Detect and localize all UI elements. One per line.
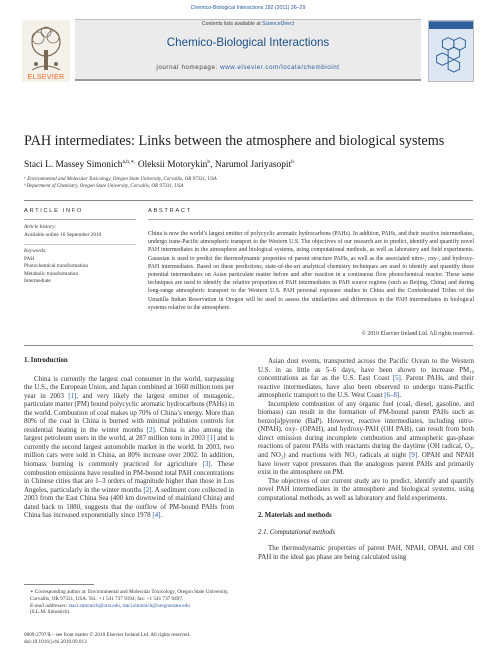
citation-link[interactable]: [1] [207, 434, 216, 443]
divider [24, 219, 136, 220]
paragraph-text: and is currently the second largest automobile market in the world. In 2003, two million cars were sold in China, an 80% increase over 2002. In addition, biomass burning is commonly practiced for agriculture [24, 434, 234, 469]
article-title: PAH intermediates: Links between the atmosphere and biological systems [24, 133, 445, 149]
paragraph-text: . [160, 511, 163, 520]
citation-link[interactable]: [9] [409, 451, 418, 460]
paragraph-text: . These combustion emissions have resulted in PM-bound total PAH concentrations in Chinese cities that are 1–3 orders of magnitude higher than those in Los Angeles, particularly in the winter months [24, 460, 234, 494]
contents-line [75, 21, 421, 27]
citation-link[interactable]: [4] [152, 511, 161, 520]
contents-prefix: Contents lists available at [201, 21, 263, 27]
journal-title: Chemico-Biological Interactions [166, 36, 330, 49]
paragraph-text: . OPAH and NPAH have lower vapor pressures than the analogous parent PAHs and primarily exist in the atmosphere on PM. [258, 451, 474, 477]
divider [24, 244, 136, 245]
article-info-heading: ARTICLE INFO [24, 208, 84, 214]
keyword: PAH [24, 255, 35, 262]
left-column [24, 357, 234, 520]
homepage-prefix: journal homepage: [156, 64, 221, 71]
author-affiliation-marker: b [291, 159, 294, 165]
keyword: Intermediate [24, 278, 51, 285]
citation-link[interactable]: [2] [143, 485, 152, 494]
methods-heading: 2. Materials and methods [258, 512, 332, 520]
email-label: E-mail addresses: [30, 602, 68, 609]
paragraph-text: . A sediment core collected in 2003 from the East China Sea (400 km downwind of mainland China) and dated back to 1880, suggests that the outflow of PM-bound PAHs from China has increased exponentially since 1978 [24, 485, 234, 520]
email-line: E-mail addresses: staci.simonich@orst.edu, staci.simonich@oregonstate.edu [30, 602, 190, 609]
citation-link[interactable]: [2] [146, 425, 155, 434]
homepage-link[interactable]: www.elsevier.com/locate/chembioint [220, 64, 340, 71]
journal-cover-image [428, 20, 474, 82]
paragraph-text: . Parent PAHs, and their reactive intermediates, have also been observed to undergo trans-Pacific atmospheric transport to the U.S. West Coast [258, 374, 474, 400]
paragraph-text: Incomplete combustion of any organic fuel (coal, diesel, gasoline, and biomass) can result in the formation of PM-bound parent PAHs such as benzo[a]pyrene (BaP). However, reactive intermediates, including nitro- (NPAH), oxy- (OPAH), and hydroxy-PAH (OH PAH), can result from both direct emission during incomplete combustion and atmospheric gas-phase reactions of parent PAHs with reactants during the daytime (OH radical, O₃, and NO₂) and reactions with NO₃ radicals at night [258, 399, 474, 460]
citation-link[interactable]: [5] [392, 374, 401, 383]
email-link[interactable]: staci.simonich@orst.edu [68, 602, 120, 609]
paragraph [258, 357, 474, 400]
author-name[interactable]: Staci L. Massey Simonich [24, 160, 123, 171]
paragraph-text: , and very likely the largest emitter of mutagenic, particulate matter (PM) bound polycyclic aromatic hydrocarbons (PAHs) in the world. Combustion of coal makes up 70% of China’s energy. More than 80% of the coal in China is burned with minimal pollution controls for residential heating in the winter months [24, 391, 234, 434]
keywords-block [24, 248, 139, 286]
doi-link[interactable]: doi:10.1016/j.cbi.2010.09.013 [24, 638, 87, 645]
paragraph-text: China is currently the largest coal consumer in the world, surpassing the U.S., the European Union, and Japan combined at 1660 million tons per year in 2003 [24, 374, 235, 400]
copyright-line: © 2010 Elsevier Ireland Ltd. All rights reserved. [361, 331, 474, 337]
journal-homepage [75, 64, 421, 71]
email-link[interactable]: staci.simonich@oregonstate.edu [122, 602, 190, 609]
abstract-heading: ABSTRACT [148, 208, 192, 214]
affiliation-b: ᵇ Department of Chemistry, Oregon State University, Corvallis, OR 97331, USA [24, 184, 184, 189]
citation-link[interactable]: [6–8] [384, 391, 400, 400]
paragraph [258, 400, 474, 477]
sciencedirect-link[interactable]: ScienceDirect [262, 21, 295, 27]
paragraph-text: The thermodynamic properties of parent PAH, NPAH, OPAH, and OH PAH in the ideal gas phase are being calculated using [258, 544, 474, 561]
corresponding-author-footnote [30, 589, 234, 616]
footnote-rule [24, 584, 94, 585]
affiliation-a: ᵃ Environmental and Molecular Toxicology, Oregon State University, Corvallis, OR 97331, USA [24, 177, 217, 182]
journal-reference[interactable]: Chemico-Biological Interactions 192 (2011) 26–29 [190, 5, 306, 11]
elsevier-tree-logo [22, 20, 70, 82]
keyword: Metabolic transformation [24, 270, 78, 277]
citation-link[interactable]: [1] [68, 391, 77, 400]
author-list: Staci L. Massey Simonich$^{a,b,∗,}$ Oleksii Motorykin$^b$, Narumol Jariyasopit$^b$ [24, 159, 294, 171]
history-label: Article history: [24, 224, 57, 230]
paragraph-text: . China is also among the largest petroleum users in the world, at 287 million tons in 2003 [24, 425, 235, 443]
paragraph [258, 477, 474, 503]
paragraph [24, 375, 234, 520]
author-name[interactable]: Narumol Jariyasopit [214, 160, 292, 171]
article-history [24, 224, 139, 239]
email-suffix: (S.L.M. Simonich). [30, 609, 71, 616]
introduction-heading: 1. Introduction [24, 357, 68, 364]
keywords-label: Keywords: [24, 248, 47, 254]
keyword: Photochemical transformation [24, 263, 88, 270]
abstract-text: China is now the world’s largest emitter of polycyclic aromatic hydrocarbons (PAHs). In addition, PAHs, and their reactive intermediates, undergo trans-Pacific atmospheric transport to the Western U.S. The objectives of our research are to predict, identify and quantify novel PAH intermediates in the atmosphere and biological systems, using computational methods, as well as laboratory and field experiments. Gaussian is used to predict the thermodynamic properties of parent structure PAHs, as well as the associated nitro-, oxy-, and hydroxy-PAH intermediates. Based on these predictions, state-of-the-art analytical chemistry techniques are used to identify and quantify these potential intermediates on Asian particulate matter before and after reaction in a continuous flow photochemical reactor. These same techniques are used to identify the relative proportion of PAH intermediates in PAH source regions (such as Beijing, China) and during long-range atmospheric transport to the Western U.S. PAH personal exposure studies in China and the Confederated Tribes of the Umatilla Indian Reservation in Oregon will be used to assess the similarities and differences in the PAH intermediates in biological systems relative to the atmosphere. [148, 231, 474, 311]
computational-methods-heading: 2.1. Computational methods [258, 528, 336, 536]
issn-line: 0009-2797/$ – see front matter © 2010 Elsevier Ireland Ltd. All rights reserved. [24, 632, 191, 638]
right-column [258, 357, 474, 561]
author-affiliation-marker: b [207, 159, 211, 165]
citation-link[interactable]: [3] [202, 460, 211, 469]
elsevier-wordmark: ELSEVIER [27, 74, 65, 81]
history-value: Available online 16 September 2010 [24, 231, 102, 238]
author-name[interactable]: Oleksii Motorykin [137, 160, 208, 171]
divider [24, 345, 473, 346]
paragraph-text: Asian dust events, transported across the Pacific Ocean to the Western U.S. in as little as 5–6 days, have been shown to increase PM₁₀ concentrations as far as the U.S. East Coast [258, 357, 474, 383]
divider [148, 219, 473, 220]
divider [24, 200, 473, 201]
corresponding-author-text: ∗ Corresponding author at: Environmental and Molecular Toxicology, Oregon State University, Corvallis, OR 97331, USA. Tel.: +1 541 737 9194; fax: +1 541 737 0497. [30, 589, 229, 602]
bottom-matter [24, 632, 324, 646]
journal-header-band [75, 19, 421, 81]
author-affiliation-marker: a,b,∗, [122, 159, 136, 165]
paragraph [258, 544, 474, 561]
paragraph-text: The objectives of our current study are to predict, identify and quantify novel PAH intermediates in the atmosphere and biological systems, using computational methods, as well as laboratory and field experiments. [258, 476, 474, 502]
paragraph-text: . [399, 391, 402, 400]
